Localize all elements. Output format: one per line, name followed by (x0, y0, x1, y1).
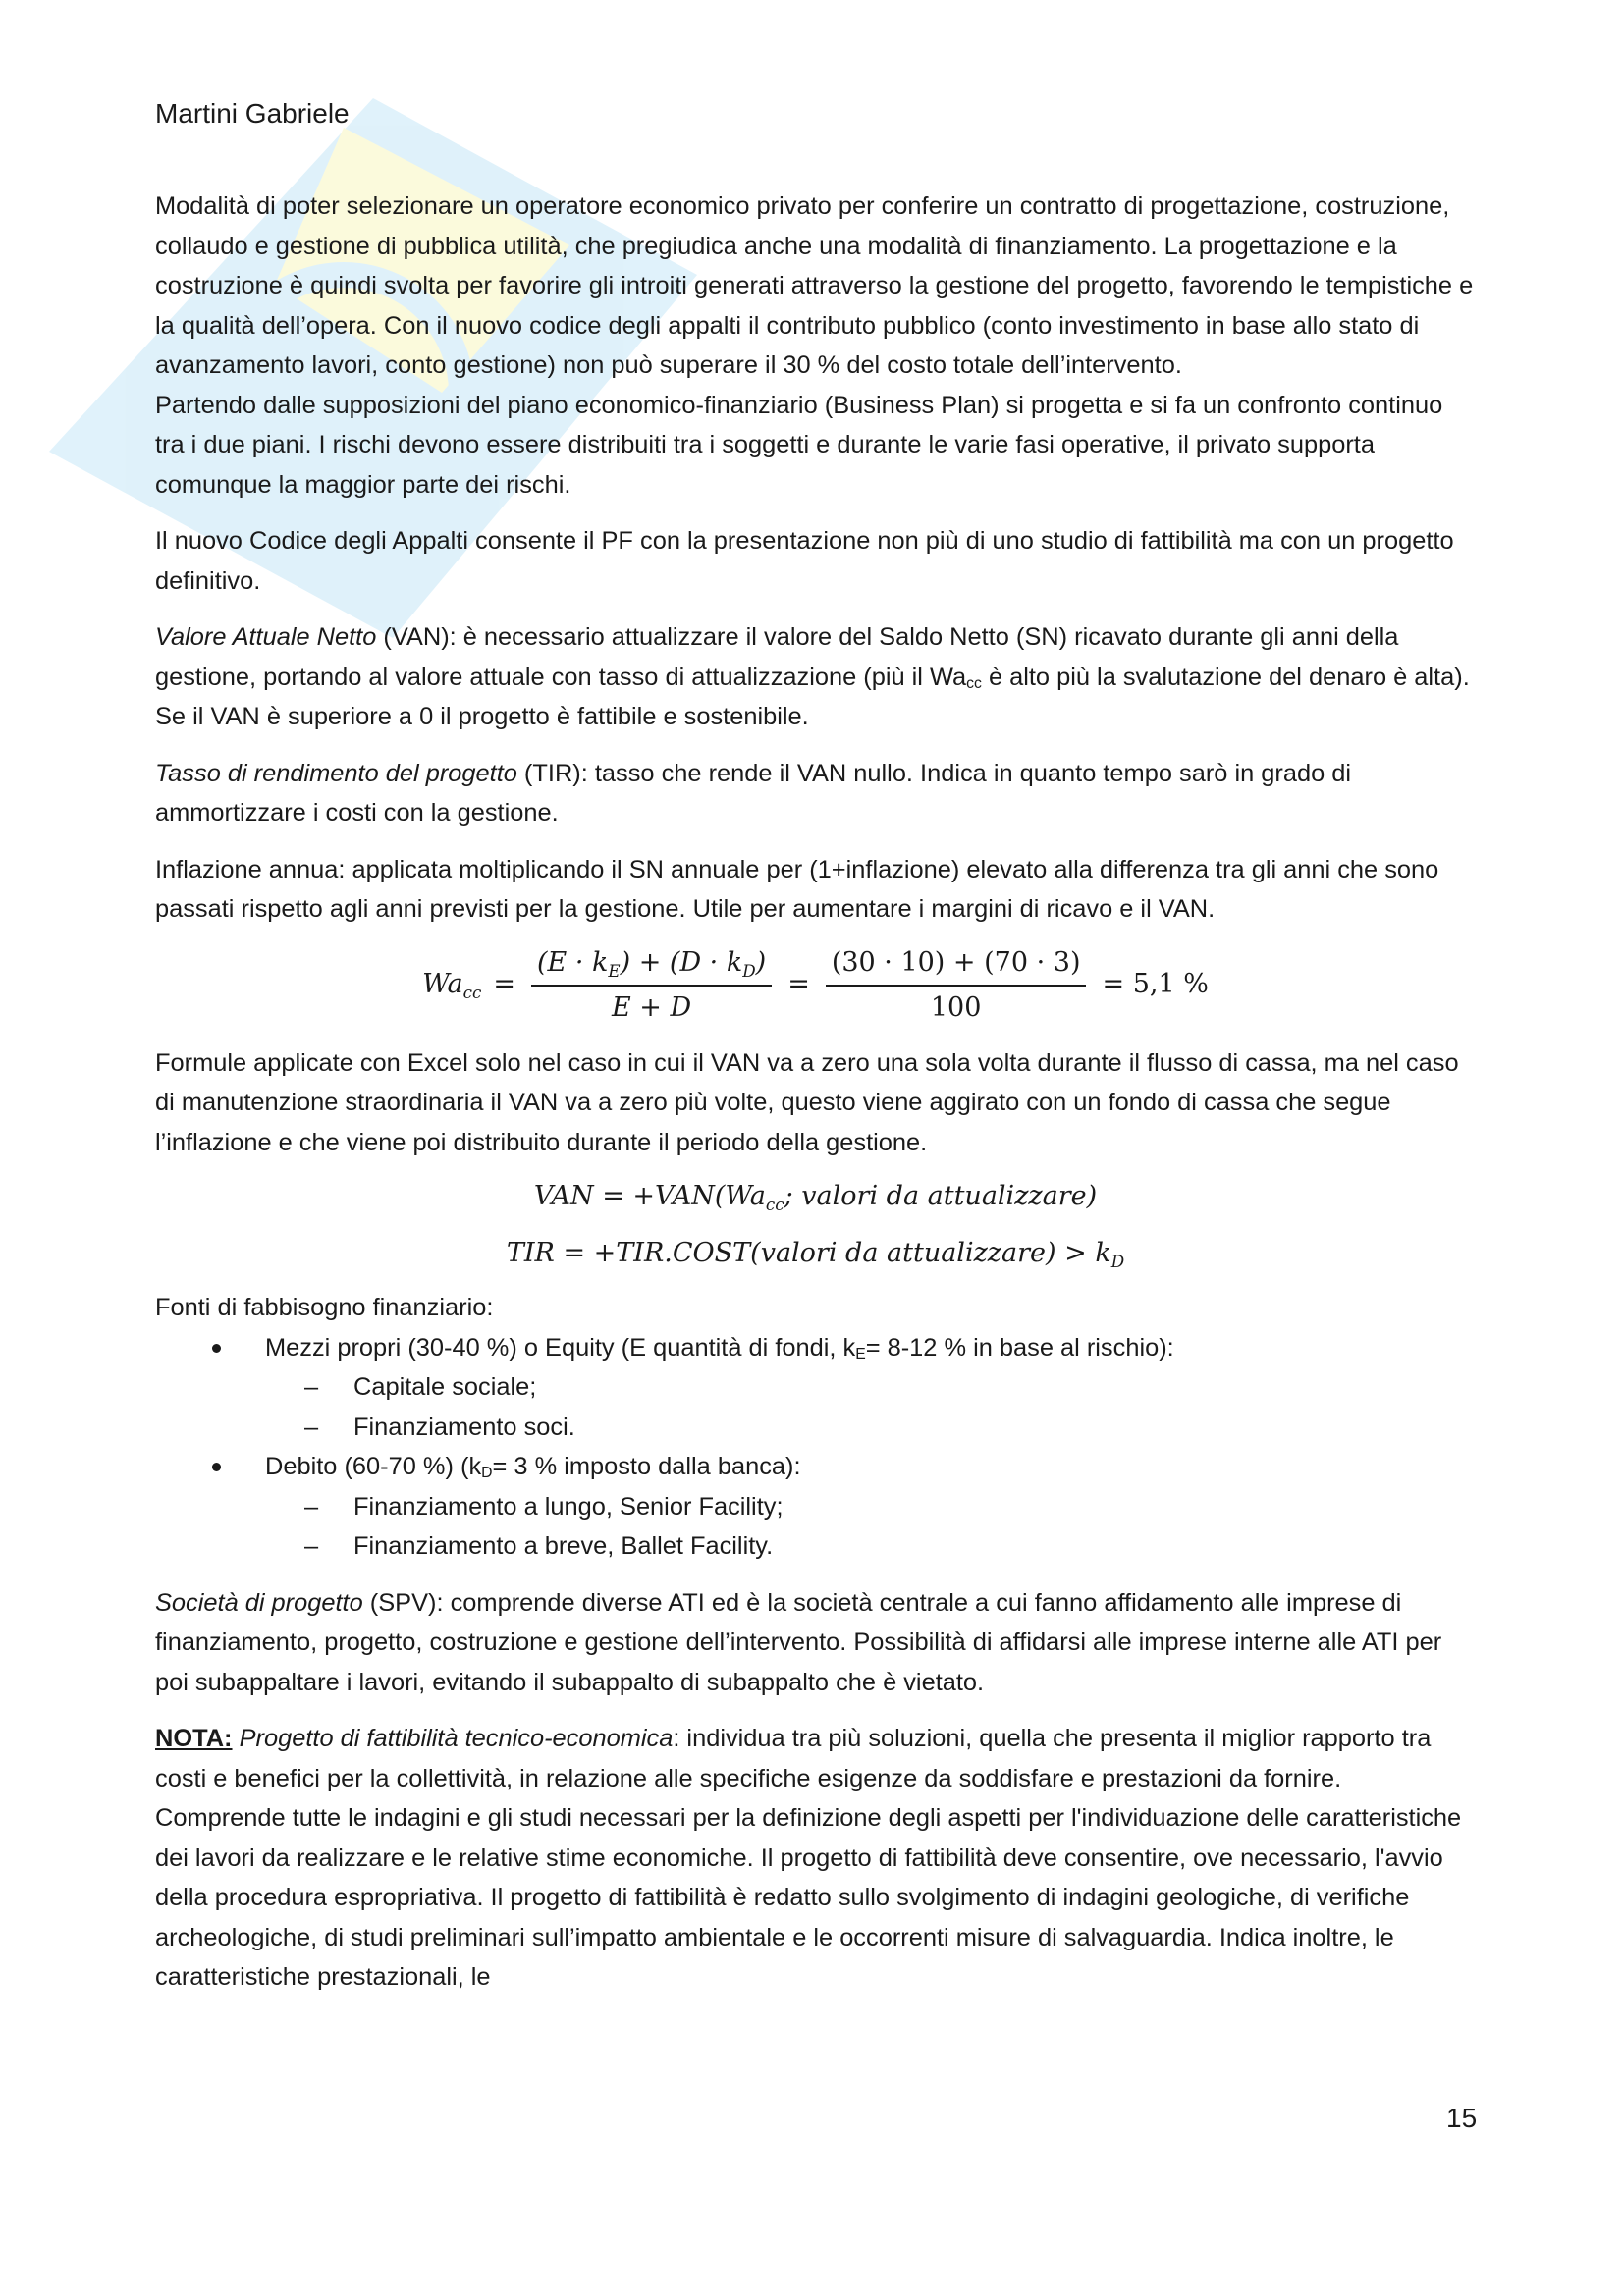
paragraph-tir (155, 754, 1476, 833)
formula-van: VAN = $+VAN(Wa_{cc}$; valori da attualizzare) (533, 1181, 1098, 1214)
paragraph-spv: Società di progetto (SPV): comprende diverse ATI ed è la società centrale a cui fanno affidamento alle imprese di finanziamento, progetto, costruzione e gestione dell’intervento. Possibilità di affidarsi alle imprese interne alle ATI per poi subappaltare i lavori, evitando il subappalto di subappalto che è vietato. (155, 1588, 1442, 1696)
wacc-denominator: E + D (612, 991, 692, 1023)
formula-tir: TIR = +TIR.COST(valori da attualizzare) > $k_D$ (506, 1238, 1125, 1271)
dash-icon: – (304, 1413, 319, 1441)
paragraph-excel: Formule applicate con Excel solo nel caso in cui il VAN va a zero una sola volta durante il flusso di cassa, ma nel caso di manutenzione straordinaria il VAN va a zero più volte, questo viene aggirato con un fondo di cassa che segue l’inflazione e che viene poi distribuito durante il periodo della gestione. (155, 1048, 1459, 1156)
paragraph-business-plan: Partendo dalle supposizioni del piano economico-finanziario (Business Plan) si progetta e si fa un confronto continuo tra i due piani. I rischi devono essere distribuiti tra i soggetti e durante le varie fasi operative, il privato supporta comunque la maggior parte dei rischi. (155, 391, 1443, 499)
wacc-numerator: $(E \cdot k_E) + (D \cdot k_D)$ (531, 945, 772, 987)
van-text-a: (VAN): è necessario attualizzare il valore del Saldo Netto (SN) ricavato durante gli anni della gestione, portando al valore attuale con tasso di attualizzazione (più il Wa (155, 623, 1399, 691)
list-item-equity-sub: – Finanziamento soci. (155, 1408, 1476, 1448)
wacc-denominator-numeric: 100 (930, 991, 982, 1023)
note-label: NOTA: (155, 1725, 233, 1752)
list-item-debt-sub: – Finanziamento a breve, Ballet Facility. (155, 1526, 1476, 1567)
van-text-sub: cc (966, 674, 982, 692)
wacc-numerator-numeric: (30 · 10) + (70 · 3) (826, 945, 1087, 987)
dash-icon: – (304, 1532, 319, 1560)
wacc-equals-1: = (493, 969, 516, 1000)
funding-list (155, 1328, 1476, 1567)
term-van: Valore Attuale Netto (155, 623, 377, 651)
paragraph-nota: NOTA: Progetto di fattibilità tecnico-economica: individua tra più soluzioni, quella che presenta il miglior rapporto tra costi e benefici per la collettività, in relazione alle specifiche esigenze da soddisfare e prestazioni da fornire. Comprende tutte le indagini e gli studi necessari per la definizione degli aspetti per l'individuazione delle caratteristiche dei lavori da realizzare e le relative stime economiche. Il progetto di fattibilità deve consentire, ove necessario, l'avvio della procedura espropriativa. Il progetto di fattibilità è redatto sullo svolgimento di indagini geologiche, di verifiche archeologiche, di studi preliminari sull’impatto ambientale e le occorrenti misure di salvaguardia. Indica inoltre, le caratteristiche prestazionali, le (155, 1725, 1462, 1991)
dash-icon: – (304, 1373, 319, 1401)
term-fattibilita: Progetto di fattibilità tecnico-economica (239, 1725, 674, 1752)
list-item-equity-sub: – Capitale sociale; (155, 1367, 1476, 1408)
paragraph-codice-appalti: Il nuovo Codice degli Appalti consente il PF con la presentazione non più di uno studio di fattibilità ma con un progetto definitivo. (155, 527, 1454, 595)
wacc-fraction-symbolic (531, 945, 772, 1026)
term-spv: Società di progetto (155, 1588, 363, 1617)
dash-icon: – (304, 1492, 319, 1521)
bullet-icon (212, 1344, 221, 1353)
van-text-b: è alto più la svalutazione del denaro è alta). Se il VAN è superiore a 0 il progetto è fattibile e sostenibile. (155, 663, 1470, 730)
page-body (155, 187, 1476, 1998)
tir-text: (TIR): tasso che rende il VAN nullo. Indica in quanto tempo sarò in grado di ammortizzare i costi con la gestione. (155, 759, 1352, 827)
term-tir: Tasso di rendimento del progetto (155, 759, 517, 787)
bullet-icon (212, 1463, 221, 1471)
paragraph-intro: Modalità di poter selezionare un operatore economico privato per conferire un contratto di progettazione, costruzione, collaudo e gestione di pubblica utilità, che pregiudica anche una modalità di finanziamento. La progettazione e la costruzione è quindi svolta per favorire gli introiti generati attraverso la gestione del progetto, favorendo le tempistiche e la qualità dell’opera. Con il nuovo codice degli appalti il contributo pubblico (conto investimento in base allo stato di avanzamento lavori, conto gestione) non può superare il 30 % del costo totale dell’intervento. (155, 192, 1474, 379)
page-number: 15 (1446, 2103, 1478, 2133)
paragraph-inflation: Inflazione annua: applicata moltiplicando il SN annuale per (1+inflazione) elevato alla differenza tra gli anni che sono passati rispetto agli anni previsti per la gestione. Utile per aumentare i margini di ricavo e il VAN. (155, 855, 1439, 923)
wacc-result: = 5,1 % (1102, 969, 1209, 1000)
wacc-equals-2: = (787, 969, 810, 1000)
wacc-fraction-numeric (826, 945, 1087, 1026)
formula-wacc (155, 935, 1476, 1036)
page-header-author: Martini Gabriele (155, 98, 350, 129)
paragraph-van (155, 617, 1476, 737)
paragraph-fonti: Fonti di fabbisogno finanziario: (155, 1294, 494, 1321)
wacc-lhs: $Wa_{cc}$ (422, 969, 482, 1003)
list-item-debt: Debito (60-70 %) (kD= 3 % imposto dalla banca): (155, 1447, 1476, 1487)
list-item-debt-sub: – Finanziamento a lungo, Senior Facility; (155, 1487, 1476, 1527)
list-item-equity: Mezzi propri (30-40 %) o Equity (E quantità di fondi, kE= 8-12 % in base al rischio): (155, 1328, 1476, 1368)
